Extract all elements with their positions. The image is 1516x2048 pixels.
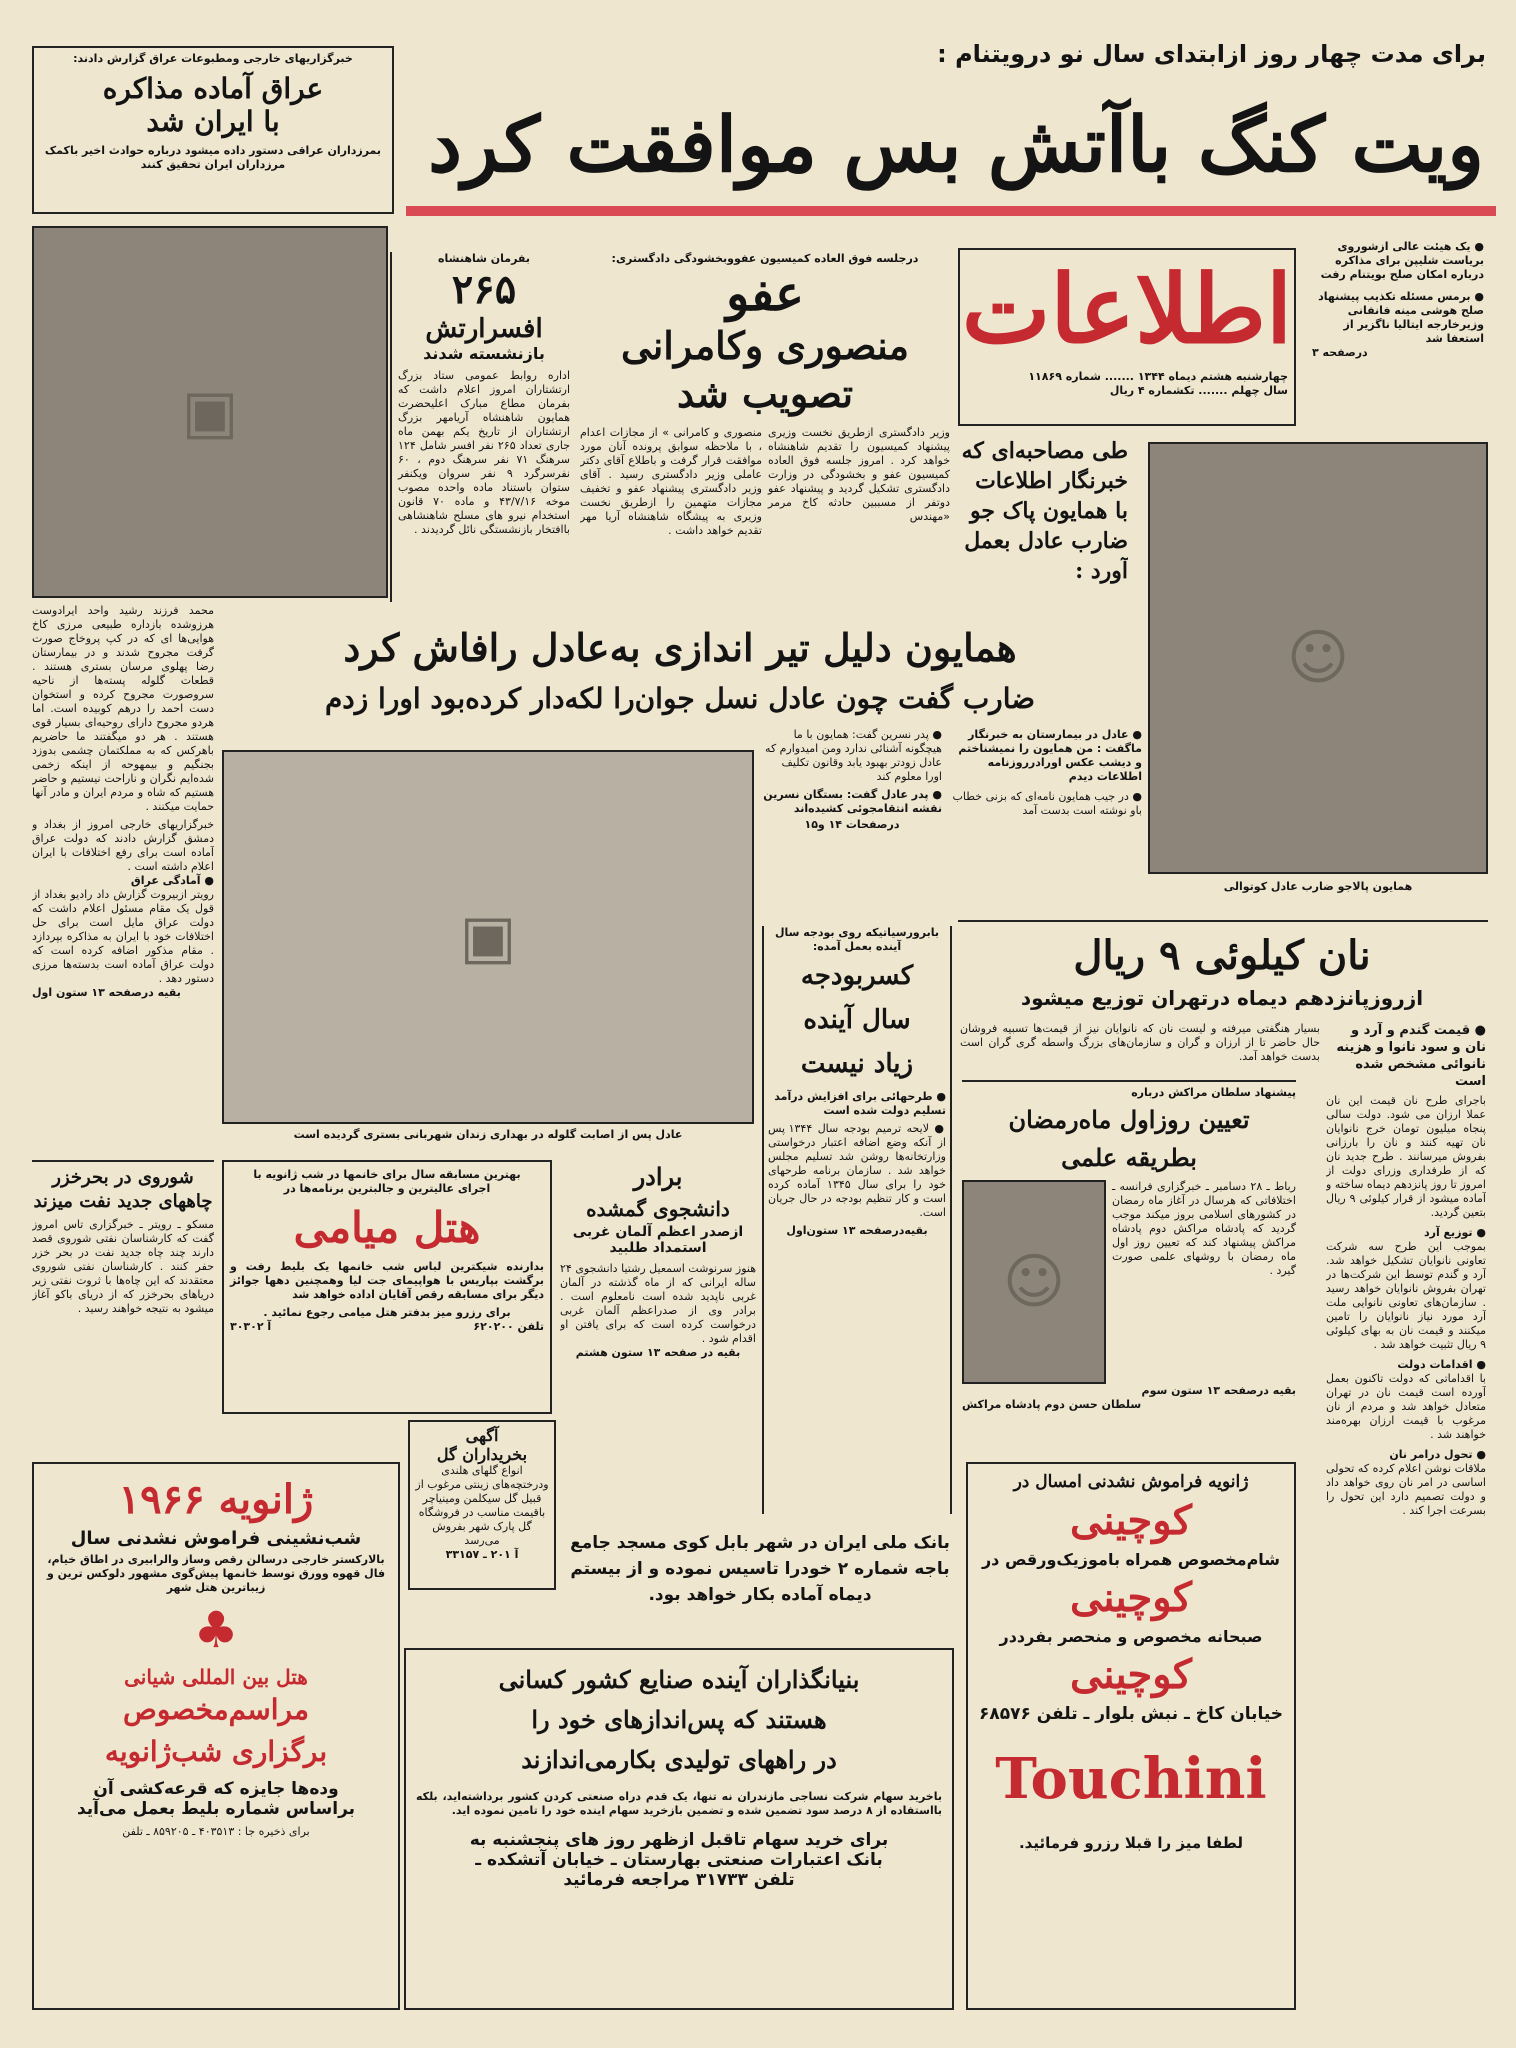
january-hotel: هتل بین المللی شیانی [124,1665,308,1689]
left-story-1: محمد فرزند رشید واحد ایرادوست هرزوشده بازداره طبیعی مرزی کاخ هوایی‌ها ای که در کپ پروخاج صورت گرفت مجروح شدند و در بیمارستان رضا پهلوی مرسان بستری هستند . قطعات گلوله پسته‌ها از ناحیه سروصورت مجروح کرده و استخوان دست احمد را درهم کوبیده است. اما هردو مجروح دارای روحیه‌ای بسیار قوی هستند . هر دو میگفتند ما حاضریم باهرکس که به مملکتمان چشمی بدوزد بجنگیم و بیمهوحه از اینکه زخمی شده‌ایم نگران و ناراحت نیستیم و حاضر هستیم که شاه و مردم ایران و مادر آنها حمایت میکنند . [32,604,214,813]
january-special-2: برگزاری شب‌ژانویه [104,1735,328,1768]
bullet-icon: ● [1472,1448,1486,1461]
student-headline-4: استمداد طلبید [609,1240,707,1256]
flowers-phone [414,1548,550,1562]
shooting-bullets-right [950,728,1142,908]
january-line1: شب‌نشینی فراموش نشدنی سال [70,1528,362,1549]
bullet-icon: ● [1470,240,1484,253]
budget-story [762,926,952,1514]
soviet-story [32,1166,214,1356]
flowers-body: انواع گلهای هلندی ودرختچه‌های زینتی مرغوب از قبیل گل سیکلمن ومینیاچر باقیمت مناسب در فروشگاه گل پارک شهر بفروش می‌رسد [415,1464,549,1547]
january-body: بالارکستر خارجی درسالن رقص وساز والرابیری در اطاق خیام، فال قهوه وورق توسط خانمها پیش‌گوی مشهور دلوکس ترین و زیباترین هتل شهر [46,1553,386,1594]
iraq-kicker: خبرگزاریهای خارجی ومطبوعات عراق گزارش دادند: [73,52,353,65]
photo-icon: ▣ [181,377,239,447]
shooting-subhead: ضارب گفت چون عادل نسل جوان‌را لکه‌دار کرده‌بود اورا زدم [324,682,1036,715]
brief-1 [1312,240,1484,282]
shooting-headline: همایون دلیل تیر اندازی به‌عادل رافاش کرد [343,625,1017,670]
investors-headline-2: هستند که پس‌اندازهای خود را [531,1705,827,1734]
couchini-footer: لطفا میز را قبلا رزرو فرمائید. [1018,1834,1244,1852]
shooting-bullets-left [762,728,942,908]
miami-phone: تلفن ۶۲۰۲۰۰ [473,1320,544,1333]
bullet-icon: ● [1472,1226,1486,1239]
bread-bullet-1-text: قیمت گندم و آرد و نان و سود نانوا و هزینه نانوائی مشخص شده است [1336,1023,1486,1089]
flowers-title: آگهی [465,1426,499,1445]
briefs [1312,240,1484,420]
budget-bullet-1-text: طرحهائی برای افزایش درآمد تسلیم دولت شده است [774,1090,946,1117]
bread-headline: نان کیلوئی ۹ ریال [1073,932,1371,979]
bread-body: بسیار هنگفتی میرفته و لیست نان که نانوایان نیز از قیمت‌ها تسبیه فروشان حال حاضر تا از ارزان و گران و سازمان‌های بزرگ واسطه گری گران است بدست خواهد آمد. [960,1022,1320,1063]
ramadan-headline-1: تعیین روزاول ماه‌رمضان [1008,1105,1250,1134]
flowers-ad [408,1420,556,1590]
couchini-ad [966,1462,1296,2010]
couchini-kicker: ژانویه فراموش نشدنی امسال در [1013,1472,1249,1492]
bullet-icon: ● [928,728,942,741]
miami-footer [230,1320,544,1334]
amnesty-body-a: وزیر دادگستری ازطریق نخست وزیری پیشنهاد کمیسیون را تقدیم شاهنشاه خواهد کرد . امروز جلسه فوق العاده کمیسیون عفو و بخشودگی در وزارت دادگستری تشکیل گردید و پیشنهاد عفو دوتفر از مسببین حادثه کاخ مرمر «مهندس [768,426,950,523]
miami-kicker-2: اجرای عالیترین و جالبترین برنامه‌ها در [283,1182,491,1195]
bullet-icon: ● [928,1122,946,1135]
shooting-ref: درصفحات ۱۴ و۱۵ [804,818,900,831]
bullet-icon: ● [200,874,214,887]
amnesty-headline-3: تصویب شد [676,371,854,416]
bread-gov-bullet-text: اقدامات دولت [1397,1358,1473,1371]
student-headline-3: ازصدر اعظم آلمان غربی [572,1224,744,1240]
investors-footer-1: برای خرید سهام تاقبل ازظهر روز های پنجشنبه به [469,1830,889,1850]
ramadan-story [962,1080,1296,1446]
iraq-box [32,46,394,214]
investors-footer-2: بانک اعتبارات صنعتی بهارستان ـ خیابان آتشکده ـ [475,1850,883,1870]
flowers-phone-number: ۲۰۱ ـ ۳۳۱۵۷ [445,1548,511,1561]
shooting-bullet-2 [950,790,1142,818]
sultan-photo [962,1180,1106,1384]
bread-change-bullet [1326,1448,1486,1462]
photo-icon: ☺ [1002,1247,1066,1317]
student-story [560,1160,756,1514]
shooting-bullet-2-text: در جیب همایون نامه‌ای که بزنی خطاب باو نوشته است بدست آمد [952,790,1142,817]
bread-right-column [1326,1094,1486,1914]
left-column [32,604,214,1160]
budget-headline-3: زیاد نیست [800,1049,914,1079]
miami-title: هتل میامی [293,1203,481,1252]
main-kicker: برای مدت چهار روز ازابتدای سال نو درویتنام : [937,40,1486,68]
bread-right-text-1: باجرای طرح نان قیمت این نان عملا ارزان می شود. دولت سالی پنجاه میلیون تومان خرج نانوایان نان تهیه کنند و نان را بارزانی بفروش میرسانند . طرح جدید نان که از طرفداری وزرای دولت از امروز تا روز پانزدهم دیماه ساخته و آماده میشود از قرار کیلوئی ۹ ریال بتعین گردید. [1326,1094,1486,1219]
bread-dist-bullet-text: توزیع آرد [1423,1226,1473,1239]
brief-ref: درصفحه ۳ [1312,346,1368,359]
couchini-logo: Touchini [995,1746,1267,1812]
budget-ref: بقیه‌درصفحه ۱۳ ستون‌اول [786,1224,928,1237]
student-headline-2: دانشجوی گمشده [586,1197,730,1221]
bullet-icon: ● [1128,728,1142,741]
issue-info-1: چهارشنبه هشتم دیماه ۱۳۴۴ ....... شماره ۱۱۸۶۹ [1028,370,1288,383]
bread-dist-bullet [1326,1226,1486,1240]
left-story-2-bullet-text: آمادگی عراق [130,874,201,887]
flowers-code: آ [514,1548,519,1561]
shooting-bullet-3-text: پدر نسرین گفت: همایون با ما هیچگونه آشنائی ندارد ومن امیدوارم که عادل زودتر بهبود یابد وقانون تکلیف اورا معلوم کند [765,728,942,783]
couchini-line1: شام‌مخصوص همراه باموزیک‌ورقص در [981,1550,1281,1569]
couchini-address: خیابان کاخ ـ نبش بلوار ـ تلفن ۶۸۵۷۶ [978,1704,1284,1724]
victim-photo-caption: عادل پس از اصابت گلوله در بهداری زندان شهربانی بستری گردیده است [293,1128,683,1141]
bullet-icon: ● [928,788,942,801]
officers-title: افسرارتش [425,314,543,344]
bread-gov-bullet [1326,1358,1486,1372]
amnesty-headline-1: عفو [726,266,804,322]
bread-change-bullet-text: تحول درامر نان [1389,1448,1473,1461]
amnesty-body-b: منصوری و کامرانی » از مجازات اعدام ، با ملاحظه سوابق پرونده آنان مورد موافقت قرار گرفت و باطلاع آقای دکتر عاملی وزیر دادگستری رسید . آقای وزیر دادگستری پیشنهاد عفو و تخفیف مجازات متهمین را ازطریق نخست وزیری به پیشگاه شاهنشاه آریا مهر تقدیم خواهد داشت . [580,426,762,537]
investors-body: باخرید سهام شرکت نساجی مازندران نه تنها، یک قدم دراه صنعتی کردن کشور برداشته‌اید، بلکه بااستفاده از ۸ درصد سود تضمین شده و تضمین بازخرید سهام اینده خود را تامین نموده اید. [416,1790,942,1817]
budget-headline-1: کسربودجه [800,961,914,991]
student-headline-1: برادر [633,1162,683,1191]
bread-bullet-1 [1326,1022,1486,1090]
iraq-headline-1: عراق آماده مذاکره [102,72,324,105]
student-body: هنوز سرنوشت اسمعیل رشتیا دانشجوی ۲۴ ساله ایرانی که از ماه گذشته در آلمان غربی ناپدید شده است نامعلوم است . برادر وی از صدراعظم آلمان غربی درخواست کرده است که برای یافتن او اقدام شود . [560,1262,756,1345]
photo-icon: ▣ [459,902,517,972]
miami-code: آ ۳۰۳۰۲ [230,1320,272,1333]
soviet-headline: شوروی در بحرخزر چاههای جدید نفت میزند [33,1167,213,1212]
ramadan-body: رباط ـ ۲۸ دسامبر ـ خبرگزاری فرانسه ـ اختلافاتی که هرسال در آغاز ماه رمضان در کشورهای اسلامی بروز میکند موجب گردید که پادشاه مراکش دوم پادشاه مراکش پیشنهاد کند که تعیین روز اول ماه رمضان با روشهای علمی صورت گیرد . [1112,1180,1296,1277]
officers-story [390,252,570,602]
shooting-bullet-1 [950,728,1142,784]
portrait-caption: همایون پالاجو ضارب عادل کوتوالی [1223,880,1413,893]
bread-right-text-2: بموجب این طرح سه شرکت تعاونی نانوایان تشکیل خواهد شد. آرد و گندم توسط این شرکت‌ها در تهران بفروش نانوایان خواهد رسید . سازمان‌های تعاونی نانوایی ملت آرد مورد نیاز نانوایان را تامین میکنند و قیمت نان به بهای کیلوئی ۹ ریال تثبیت خواهد شد . [1326,1240,1486,1351]
shooting-bullet-4-text: پدر عادل گفت: بستگان نسرین نقشه انتقامجوئی کشیده‌اند [763,788,942,815]
portrait-photo [1148,442,1488,874]
january-title-1: ژانویه [218,1476,314,1523]
left-story-3: رویتر ازبیروت گزارش داد رادیو بغداد از قول یک مقام مسئول اعلام داشت که دولت عراق مایل است برای حل اختلافات خود با ایران به مذاکره بپردازد . مقام مذکور اضافه کرده است که دولت عراق آماده است بدسته‌ها مرزی دستور دهد . [32,888,214,985]
logo-panel [958,248,1296,426]
bread-subhead: ازروزپانزدهم دیماه درتهران توزیع میشود [1020,986,1424,1010]
budget-headline-2: سال آینده [803,1005,911,1035]
ramadan-ref: بقیه درصفحه ۱۳ ستون سوم [1141,1384,1296,1397]
couchini-name-3: کوچینی [1070,1651,1192,1698]
newspaper-logo: اطلاعات [961,255,1293,365]
divider [958,920,1488,922]
officers-subtitle: بازنشسته شدند [423,344,545,363]
bullet-icon: ● [1472,1358,1486,1371]
red-rule [406,206,1496,216]
hotel-logo-icon: ♣ [193,1601,239,1659]
amnesty-headline-2: منصوری وکامرانی [621,323,909,368]
ramadan-headline-2: بطریقه علمی [1061,1143,1197,1172]
bank-notice: بانک ملی ایران در شهر بابل کوی مسجد جامع باجه شماره ۲ خودرا تاسیس نموده و از بیستم دیماه آماده بکار خواهد بود. [570,1533,950,1605]
couchini-name-1: کوچینی [1070,1497,1192,1544]
issue-info-2: سال چهلم ....... تکشماره ۴ ریال [1109,384,1288,397]
january-prizes-2: براساس شماره بلیط بعمل می‌آید [76,1799,356,1819]
budget-kicker: بابرورسیاتیکه روی بودجه سال آینده بعمل آمده: [774,926,940,953]
sultan-caption: سلطان حسن دوم پادشاه مراکش [962,1398,1142,1411]
bullet-icon: ● [1470,1023,1486,1038]
january-address: برای ذخیره جا : ۴۰۳۵۱۳ ـ ۸۵۹۲۰۵ ـ تلفن [122,1825,310,1838]
left-story-2-bullet [32,874,214,888]
miami-ad [222,1160,552,1414]
iraq-lead: بمرزداران عراقی دستور داده میشود درباره حوادث اخیر باکمک مرزداران ایران تحقیق کنند [44,144,382,171]
left-story-3-ref: بقیه درصفحه ۱۳ ستون اول [32,986,181,999]
photo-icon: ☺ [1286,623,1350,693]
victim-photo [222,750,754,1124]
shooting-bullet-4 [762,788,942,816]
bread-right-text-4: ملاقات نوشن اعلام کرده که تحولی اساسی در امر نان روی خواهد داد و دولت تصمیم دارد این تحول را بسرعت اجرا کند . [1326,1462,1486,1517]
miami-kicker-1: بهترین مسابقه سال برای خانمها در شب ژانویه با [253,1168,521,1181]
budget-bullet-2-text: لایحه ترمیم بودجه سال ۱۳۴۴ پس از آنکه وضع اضافه اعتبار درخواستی وزارتخانه‌ها روشن شد تسلیم مجلس خواهد شد . سازمان برنامه طرحهای خود را برای سال ۱۳۴۵ آماده کرده است و کار تنظیم بودجه در حال جریان است. [768,1122,946,1219]
brief-2 [1312,290,1484,346]
january-ad [32,1462,400,2010]
investors-ad [404,1648,954,2010]
january-prizes-1: وده‌ها جایزه که قرعه‌کشی آن [93,1779,339,1799]
amnesty-kicker: درجلسه فوق العاده کمیسیون عفووبخشودگی دادگستری: [611,252,919,265]
couchini-name-2: کوچینی [1070,1574,1192,1621]
officers-body: اداره روابط عمومی ستاد بزرگ ارتشتاران امروز اعلام داشت که بفرمان مطاع مبارک اعلیحضرت همایون شاهنشاه آریامهر بزرگ ارتشتاران از تاریخ یکم بهمن ماه جاری تعداد ۲۶۵ نفر افسر شامل ۱۲۴ سرهنگ ۷۱ نفر سرهنگ دوم ، ۶۰ نفرسرگرد ۹ نفر سروان ویکنفر ستوان باستناد ماده واحده مصوب موخه ۴۳/۷/۱۶ و ماده ۷۰ قانون استخدام نیرو های مسلح شاهنشاهی باافتخار بازنشستگی نائل گردیدند . [398,369,570,536]
bullet-icon: ● [1470,290,1484,303]
main-headline: ویت کنگ باآتش بس موافقت کرد [428,100,1484,189]
amnesty-story [580,252,950,602]
hospital-photo [32,226,388,598]
brief-1-text: یک هیئت عالی ازشوروی بریاست شلیپن برای مذاکره درباره امکان صلح بویتنام رفت [1320,240,1484,281]
bullet-icon: ● [932,1090,946,1103]
soviet-body: مسکو ـ رویتر ـ خبرگزاری تاس امروز گفت که کارشناسان نفتی شوروی قصد دارند چند چاه جدید نفت در بحر خزر حفر کنند . کارشناسان نفتی شوروی معتقدند که این چاه‌ها با ثروت نفتی زیر دریاهای بحرخزر که از دریای باکو آغاز میشود به نتیجه خواهند رسید . [32,1218,214,1315]
january-special-1: مراسم‌مخصوص [123,1693,309,1726]
student-ref: بقیه در صفحه ۱۳ ستون هشتم [575,1346,741,1359]
officers-number: ۲۶۵ [451,266,517,313]
left-story-2: خبرگزاریهای خارجی امروز از بغداد و دمشق گزارش دادند که دولت عراق آماده است برای رفع اختلافات با ایران اعلام داشته است . [32,818,214,873]
interview-text: طی مصاحبه‌ای که خبرنگار اطلاعات با همایون پاک جو ضارب عادل بعمل آورد : [961,438,1128,584]
january-title [42,1472,390,1528]
shooting-bullet-3 [762,728,942,784]
investors-footer-3: تلفن ۳۱۷۳۳ مراجعه فرمائید [563,1870,795,1890]
divider [32,1160,214,1162]
ramadan-kicker: پیشنهاد سلطان مراکش درباره [1131,1086,1296,1099]
investors-headline-3: در راههای تولیدی بکارمی‌اندازند [521,1745,837,1774]
shooting-bullet-1-text: عادل در بیمارستان به خبرنگار ماگفت : من همایون را نمیشناختم و دیشب عکس اورادرروزنامه اطلاعات دیدم [958,728,1142,783]
budget-bullet-1 [768,1090,946,1118]
bullet-icon: ● [1128,790,1142,803]
couchini-line2: صبحانه مخصوص و منحصر بفرددر [999,1627,1263,1646]
flowers-subtitle: بخریداران گل [436,1445,528,1464]
bread-right-text-3: با اقداماتی که دولت تاکنون بعمل آورده است قیمت نان در تهران متعادل خواهد شد و مردم از نان مرغوب با قیمت ارزان بهره‌مند خواهند شد . [1326,1372,1486,1441]
january-title-2: ۱۹۶۶ [118,1476,205,1523]
brief-2-text: برمس مسئله تکذیب پیشنهاد صلح هوشی مینه فانفانی وزیرخارجه ایتالیا ناگزیر از استعفا شد [1318,290,1484,345]
miami-reserve: برای رزرو میز بدفتر هتل میامی رجوع نمائید . [263,1306,511,1319]
officers-kicker: بفرمان شاهنشاه [438,252,530,265]
miami-body: بدارنده شیکترین لباس شب خانمها یک بلیط رفت و برگشت بپاریس با هواپیمای جت لیا وهمچنین دهها جوائز دیگر برای مسابقه رقص آقایان اداده خواهد شد [230,1260,544,1301]
budget-bullet-2 [768,1122,946,1220]
iraq-headline-2: با ایران شد [146,105,280,138]
investors-headline-1: بنیانگذاران آینده صنایع کشور کسانی [498,1665,860,1694]
